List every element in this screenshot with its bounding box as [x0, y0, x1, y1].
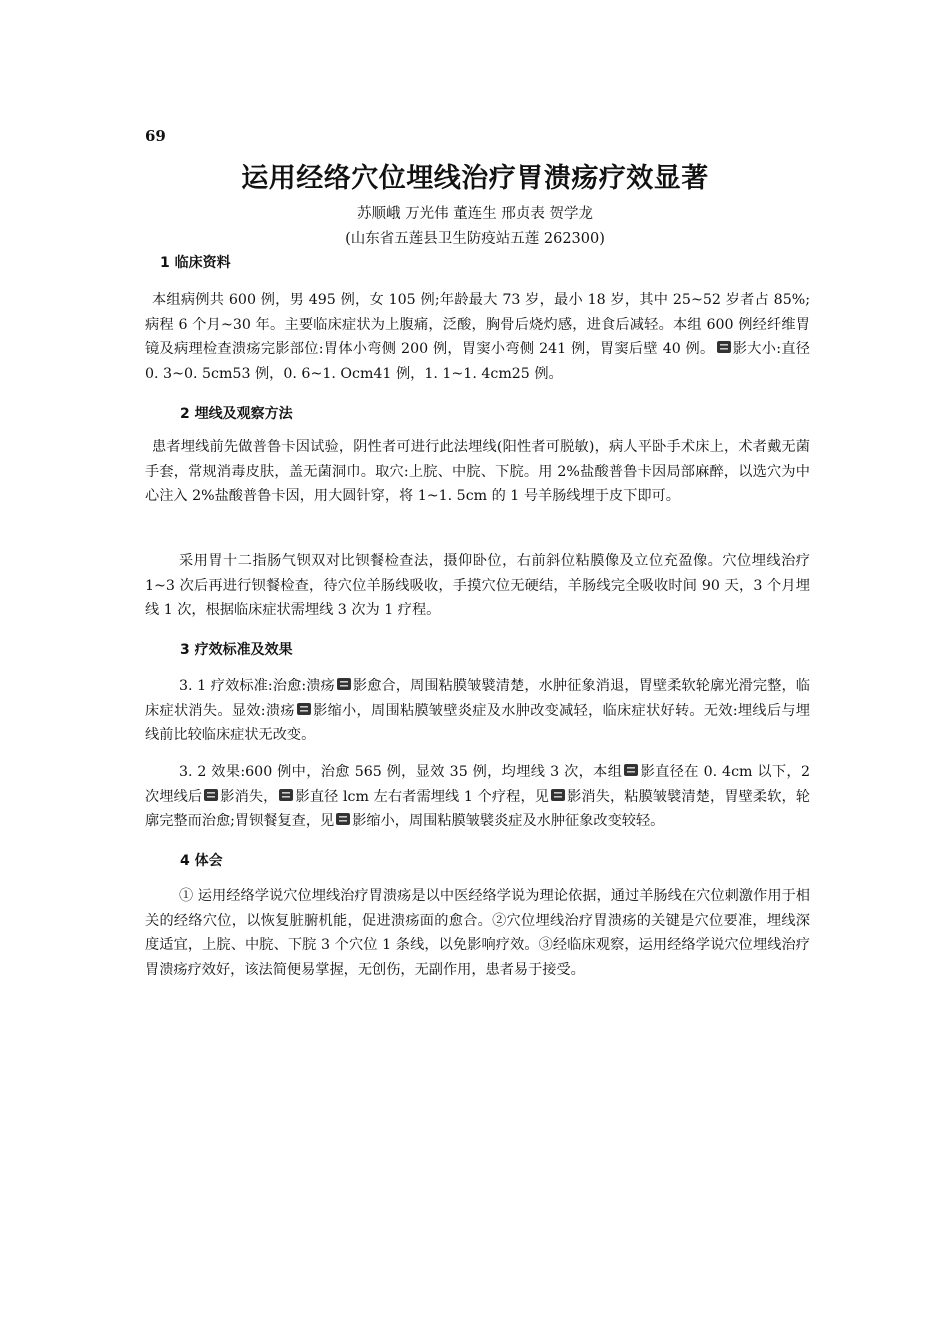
authors: 苏顺峨 万光伟 董连生 邢贞表 贺学龙	[357, 206, 593, 222]
paragraph-text: 采用胃十二指肠气钡双对比钡餐检查法，摄仰卧位，右前斜位粘膜像及立位充盈像。穴位埋线治疗 1~3 次后再进行钡餐检查，待穴位羊肠线吸收，手摸穴位无硬结，羊肠线完全吸收时间 90 天，3 个月埋线 1 次，根据临床症状需埋线 3 次为 1 疗程。	[145, 553, 810, 618]
section-heading-4: 4 体会	[180, 853, 223, 869]
paragraph-2-1	[145, 435, 810, 509]
section-heading-1: 1 临床资料	[160, 255, 231, 271]
paragraph-text: 影愈合，周围粘膜皱襞清楚，水肿征象消退，胃壁柔软轮廓光滑完整，临床症状消失。显效:溃疡	[145, 678, 810, 719]
missing-character-glyph-icon	[278, 787, 294, 803]
paragraph-text: 影直径在 0. 4cm 以下，2 次埋线后	[145, 764, 810, 805]
missing-character-glyph-icon	[296, 701, 312, 717]
paragraph-text: 影直径 lcm 左右者需埋线 1 个疗程，见	[295, 788, 550, 805]
page-number: 69	[145, 127, 166, 145]
paragraph-1-1	[145, 288, 810, 386]
section-heading-2: 2 埋线及观察方法	[180, 406, 293, 422]
paragraph-2-2	[145, 549, 810, 623]
paragraph-3-1	[145, 674, 810, 748]
missing-character-glyph-icon	[623, 762, 639, 778]
affiliation: (山东省五莲县卫生防疫站五莲 262300)	[345, 231, 605, 247]
paragraph-text: 影大小:直径 0. 3~0. 5cm53 例，0. 6~1. Ocm41 例，1. 1~1. 4cm25 例。	[145, 341, 810, 382]
paragraph-text: 3. 2 效果:600 例中，治愈 565 例，显效 35 例，均埋线 3 次，本组	[179, 764, 623, 780]
missing-character-glyph-icon	[550, 787, 566, 803]
missing-character-glyph-icon	[336, 676, 352, 692]
paragraph-text: 影消失，粘膜皱襞清楚，胃壁柔软，轮廓完整而治愈;胃钡餐复查，见	[145, 788, 810, 829]
paragraph-3-2	[145, 760, 810, 834]
paragraph-text: 3. 1 疗效标准:治愈:溃疡	[179, 678, 335, 694]
paragraph-text: ① 运用经络学说穴位埋线治疗胃溃疡是以中医经络学说为理论依据，通过羊肠线在穴位刺激作用于相关的经络穴位，以恢复脏腑机能，促进溃疡面的愈合。②穴位埋线治疗胃溃疡的关键是穴位要准，埋线深度适宜，上脘、中脘、下脘 3 个穴位 1 条线，以免影响疗效。③经临床观察，运用经络学说穴位埋线治疗胃溃疡疗效好，该法简便易掌握，无创伤，无副作用，患者易于接受。	[145, 888, 810, 978]
paragraph-text: 本组病例共 600 例，男 495 例，女 105 例;年龄最大 73 岁，最小 18 岁，其中 25~52 岁者占 85%;病程 6 个月~30 年。主要临床症状为上腹痛，泛酸，胸骨后烧灼感，进食后减轻。本组 600 例经纤维胃镜及病理检查溃疡完影部位:胃体小弯侧 200 例，胃窦小弯侧 241 例，胃窦后壁 40 例。	[145, 292, 810, 357]
section-heading-3: 3 疗效标准及效果	[180, 642, 293, 658]
paragraph-text: 影缩小，周围粘膜皱襞炎症及水肿征象改变较轻。	[352, 813, 665, 829]
missing-character-glyph-icon	[203, 787, 219, 803]
paragraph-text: 影缩小，周围粘膜皱壁炎症及水肿改变减轻，临床症状好转。无效:埋线后与埋线前比较临床症状无改变。	[145, 702, 810, 743]
missing-character-glyph-icon	[335, 811, 351, 827]
article-title: 运用经络穴位埋线治疗胃溃疡疗效显著	[241, 163, 709, 194]
missing-character-glyph-icon	[716, 339, 732, 355]
paragraph-text: 影消失，	[220, 788, 278, 805]
paragraph-4-1	[145, 884, 810, 982]
paragraph-text: 患者埋线前先做普鲁卡因试验，阴性者可进行此法埋线(阳性者可脱敏)，病人平卧手术床上，术者戴无菌手套，常规消毒皮肤，盖无菌洞巾。取穴:上脘、中脘、下脘。用 2%盐酸普鲁卡因局部麻醉，以选穴为中心注入 2%盐酸普鲁卡因，用大圆针穿，将 1~1. 5cm 的 1 号羊肠线埋于皮下即可。	[145, 439, 810, 504]
